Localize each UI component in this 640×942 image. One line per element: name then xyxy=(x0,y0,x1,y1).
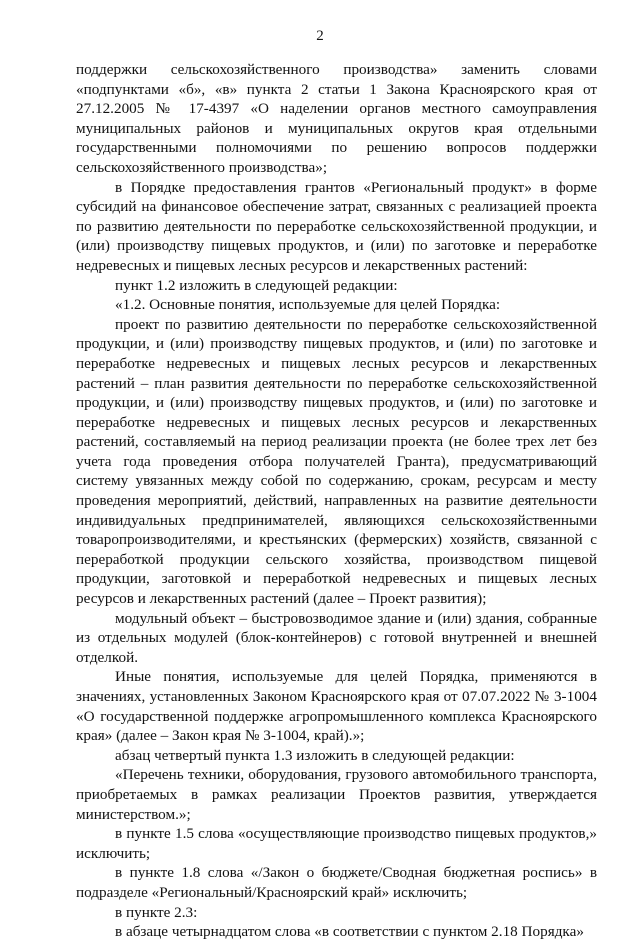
paragraph-grant-procedure: в Порядке предоставления грантов «Региональный продукт» в форме субсидий на финансовое обеспечение затрат, связанных с реализацией проекта по развитию деятельности по переработке сельскохозяйственной продукции, и (или) производству пищевых продуктов, и (или) по заготовке и переработке недревесных и пищевых лесных ресурсов и лекарственных растений: xyxy=(76,178,597,274)
paragraph-item-1-3-intro: абзац четвертый пункта 1.3 изложить в следующей редакции: xyxy=(115,746,515,764)
paragraph-project-definition: проект по развитию деятельности по переработке сельскохозяйственной продукции, и (или) производству пищевых продуктов, и (или) по заготовке и переработке недревесных и пищевых лесных ресурсов и лекарственных растений – план развития деятельности по переработке сельскохозяйственной продукции, и (или) производству пищевых продуктов, и (или) по заготовке и переработке недревесных и пищевых лесных ресурсов и лекарственных растений, составляемый на период реализации проекта (не более трех лет без учета года проведения отбора получателей Гранта), предусматривающий систему увязанных между собой по содержанию, срокам, ресурсам и месту проведения мероприятий, действий, направленных на развитие деятельности индивидуальных предпринимателей, являющихся сельскохозяйственными товаропроизводителями, и крестьянских (фермерских) хозяйств, связанной с переработкой продукции сельского хозяйства, производством пищевой продукции, заготовкой и переработкой недревесных и пищевых лесных ресурсов и лекарственных растений (далее – Проект развития); xyxy=(76,315,597,608)
paragraph-item-1-8: в пункте 1.8 слова «/Закон о бюджете/Сводная бюджетная роспись» в подразделе «Региональный/Красноярский край» исключить; xyxy=(76,864,597,901)
paragraph-item-1-5: в пункте 1.5 слова «осуществляющие производство пищевых продуктов,» исключить; xyxy=(76,825,597,862)
paragraph-modular-object-definition: модульный объект – быстровозводимое здание и (или) здания, собранные из отдельных модулей (блок-контейнеров) с готовой внутренней и внешней отделкой. xyxy=(76,609,597,666)
paragraph-item-1-2-intro: пункт 1.2 изложить в следующей редакции: xyxy=(115,276,398,294)
paragraph-continuation: поддержки сельскохозяйственного производства» заменить словами «подпунктами «б», «в» пункта 2 статьи 1 Закона Красноярского края от 27.12.2005 № 17-4397 «О наделении органов местного самоуправления муниципальных районов и муниципальных округов края отдельными государственными полномочиями по решению вопросов поддержки сельскохозяйственного производства»; xyxy=(76,61,597,176)
paragraph-fourteenth-abzac: в абзаце четырнадцатом слова «в соответствии с пунктом 2.18 Порядка» xyxy=(115,923,584,941)
page-number: 2 xyxy=(316,28,324,44)
document-body xyxy=(76,60,597,942)
paragraph-equipment-list: «Перечень техники, оборудования, грузового автомобильного транспорта, приобретаемых в рамках реализации Проектов развития, утверждается министерством.»; xyxy=(76,766,597,823)
paragraph-other-terms: Иные понятия, используемые для целей Порядка, применяются в значениях, установленных Законом Красноярского края от 07.07.2022 № 3-1004 «О государственной поддержке агропромышленного комплекса Красноярского края» (далее – Закон края № 3-1004, край).»; xyxy=(76,668,597,745)
paragraph-item-2-3: в пункте 2.3: xyxy=(115,903,198,921)
paragraph-item-1-2-heading: «1.2. Основные понятия, используемые для целей Порядка: xyxy=(115,296,501,314)
